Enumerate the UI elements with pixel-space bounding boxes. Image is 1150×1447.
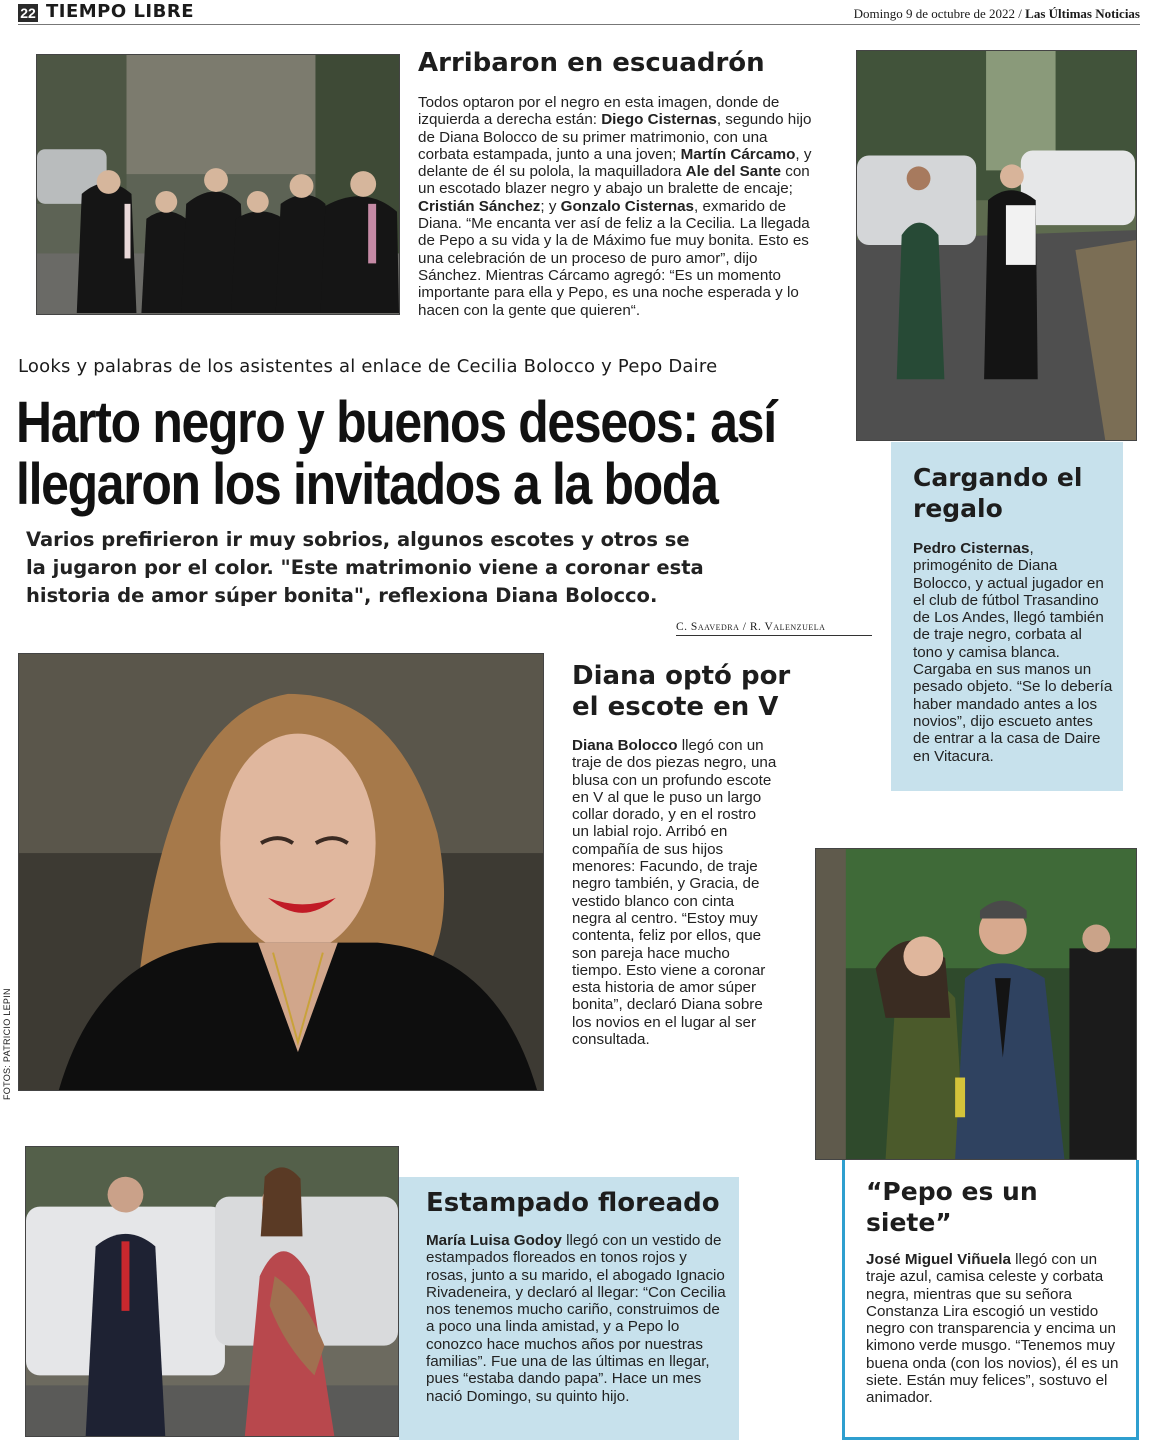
story-body-escuadron [418,94,818,319]
photo-diana-bolocco [18,653,544,1091]
text-segment: ; y [540,197,561,215]
text-segment: , exmarido de Diana. “Me encanta ver así de feliz a la Cecilia. La llegada de Pepo a su vida y la de Máximo fue muy bonita. Esto es una celebración de un proceso de puro amor”, dijo Sánchez. Mientras Cárcamo agregó: “Es un momento importante para ella y Pepo, es una noche esperada y lo hacen con la gente que quieren“. [418,197,810,319]
story-title-siete: “Pepo es un siete” [866,1177,1038,1237]
section-name: TIEMPO LIBRE [46,1,194,22]
issue-date [854,6,1140,22]
box-regalo [891,442,1123,791]
person-name: Cristián Sánchez [418,197,541,215]
photo-pedro-cisternas [856,50,1137,441]
text-segment: Todos optaron por el negro en esta imagen, donde de izquierda a derecha están: [418,94,780,129]
headline-line-1: Harto negro y buenos deseos: así [16,390,776,455]
story-body-siete [866,1251,1121,1407]
person-name: José Miguel Viñuela [866,1251,1011,1268]
story-body-diana [572,737,777,1048]
story-title-diana: Diana optó por el escote en V [572,661,791,722]
page-number: 22 [18,4,38,22]
photo-group-illustration [37,55,399,314]
person-name: Diego Cisternas [601,111,717,129]
person-name: Ale del Sante [685,163,782,181]
photo-pedro-illustration [857,51,1136,440]
kicker: Looks y palabras de los asistentes al enlace de Cecilia Bolocco y Pepo Daire [18,356,718,377]
deck: Varios prefirieron ir muy sobrios, algunos escotes y otros se la jugaron por el color. "Este matrimonio viene a coronar esta historia de amor súper bonita", reflexiona Diana Bolocco. [26,528,704,607]
story-title-regalo: Cargando el regalo [913,463,1083,523]
header-divider [18,24,1140,25]
text-segment: llegó con un vestido de estampados floreados en tonos rojos y rosas, junto a su marido, el abogado Ignacio Rivadeneira, y declaró al llegar: “Con Cecilia nos tenemos mucho cariño, construimos de a poco una linda amistad, y a Pepo lo conozco hace muchos años por nuestras familias”. Fue una de las últimas en llegar, pues “estaba dando papa”. Hace un mes nació Domingo, su quinto hijo. [426,1232,726,1405]
byline: C. Saavedra / R. Valenzuela [676,621,872,636]
photo-maria-luisa-godoy [25,1146,399,1437]
photo-diana-illustration [19,654,543,1090]
box-floreado [399,1177,739,1440]
person-name: Diana Bolocco [572,737,678,754]
person-name: Pedro Cisternas [913,540,1030,557]
headline-line-2: llegaron los invitados a la boda [16,452,718,517]
publication-name: Las Últimas Noticias [1025,6,1140,21]
text-segment: con un escotado blazer negro y abajo un bralette de encaje; [418,163,810,198]
story-body-floreado [426,1232,731,1405]
person-name: Gonzalo Cisternas [560,197,694,215]
photo-group-arrival [36,54,400,315]
story-title-escuadron: Arribaron en escuadrón [418,48,765,78]
text-segment: llegó con un traje azul, camisa celeste y corbata negra, mientras que su señora Constanza Lira escogió un vestido negro con transparencia y encima un kimono verde musgo. “Tenemos muy buena onda (con los novios), él es un siete. Están muy felices”, sostuvo el animador. [866,1251,1119,1407]
photo-jose-miguel-vinuela [815,848,1137,1160]
main-headline [16,390,776,517]
text-segment: , primogénito de Diana Bolocco, y actual jugador en el club de fútbol Trasandino de Los Andes, llegó también de traje negro, corbata al tono y camisa blanca. Cargaba en sus manos un pesado objeto. “Se lo debería haber mandado antes a los novios”, dijo escueto antes de entrar a la casa de Daire en Vitacura. [913,540,1113,765]
text-segment: , segundo hijo de Diana Bolocco de su primer matrimonio, con una corbata estampada, junto a una joven; [418,111,812,163]
photo-credit: FOTOS: PATRICIO LEPIN [2,988,12,1100]
story-body-regalo [913,540,1113,765]
text-segment: llegó con un traje de dos piezas negro, una blusa con un profundo escote en V al que le puso un largo collar dorado, y en el rostro un labial rojo. Arribó en compañía de sus hijos menores: Facundo, de traje negro también, y Gracia, de vestido blanco con cinta negra al centro. “Estoy muy contenta, feliz por ellos, que son pareja hace mucho tiempo. Esto viene a coronar esta historia de amor súper bonita”, declaró Diana sobre los novios en el lugar al ser consultada. [572,737,777,1049]
box-pepo-siete [842,1160,1139,1440]
person-name: María Luisa Godoy [426,1232,562,1249]
date-text: Domingo 9 de octubre de 2022 / [853,6,1026,21]
photo-godoy-illustration [26,1147,398,1436]
photo-vinuela-illustration [816,849,1136,1159]
story-title-floreado: Estampado floreado [426,1188,720,1218]
person-name: Martín Cárcamo [680,145,796,163]
text-segment: , y delante de él su polola, la maquilladora [418,145,812,181]
